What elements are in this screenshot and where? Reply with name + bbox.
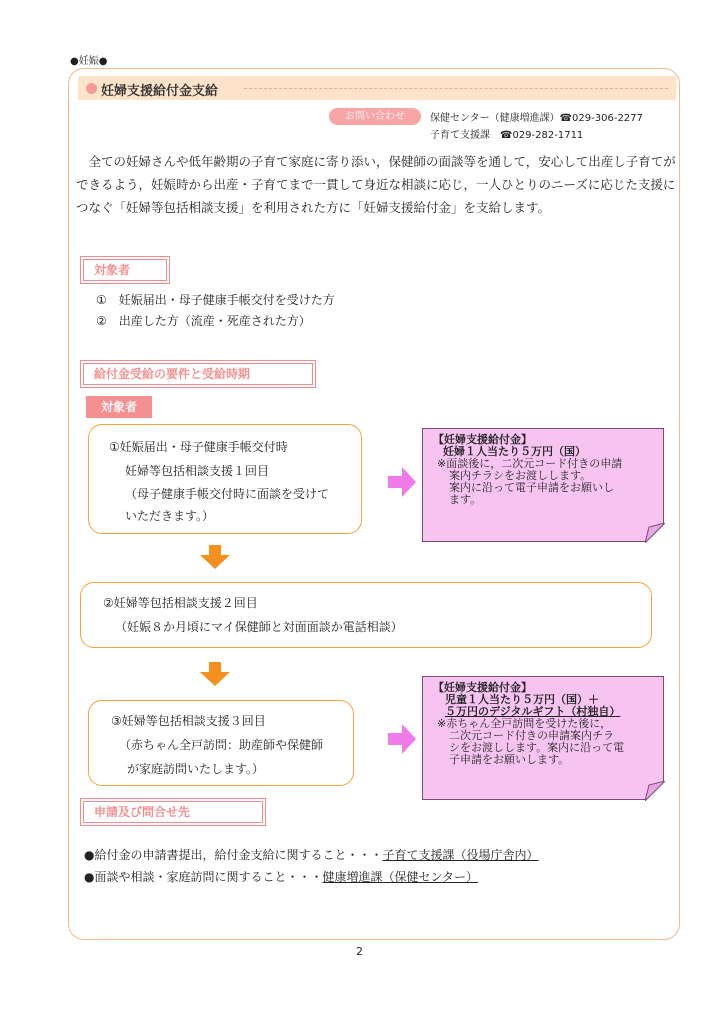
note-2-line-1: ※赤ちゃん全戸訪問を受けた後に， xyxy=(437,717,612,730)
step-2-line-1: ②妊婦等包括相談支援２回目 xyxy=(103,596,258,610)
arrow-right-icon xyxy=(388,724,416,754)
step-1-line-1: ①妊娠届出・母子健康手帳交付時 xyxy=(109,440,288,454)
note-1-line-1: ※面談後に，二次元コード付きの申請 xyxy=(437,457,623,470)
contact-badge: お問い合わせ xyxy=(329,108,421,125)
apply-item-1-text: ●給付金の申請書提出，給付金支給に関すること・・・ xyxy=(84,848,383,862)
childcare-office-link[interactable]: 子育て支援課（役場庁舎内） xyxy=(382,848,539,862)
arrow-down-icon xyxy=(200,545,230,569)
apply-item-2 xyxy=(84,868,478,885)
apply-item-1 xyxy=(84,846,539,863)
step-3-line-2: （赤ちゃん全戸訪問：助産師や保健師 xyxy=(119,738,324,752)
target-item-1: ① 妊娠届出・母子健康手帳交付を受けた方 xyxy=(96,293,335,307)
section-target-tag xyxy=(80,256,170,284)
note-2-line-3: シをお渡しします。案内に沿って電 xyxy=(449,741,625,754)
step-3-box xyxy=(88,700,354,786)
page-curl-icon xyxy=(645,523,665,543)
step-1-line-4: いただきます。） xyxy=(125,509,215,523)
title-divider xyxy=(244,88,668,89)
health-center-link[interactable]: 健康増進課（保健センター） xyxy=(322,870,479,884)
step-1-line-3: （母子健康手帳交付時に面談を受けて xyxy=(125,487,330,501)
note-2-amount-1: 児童１人当たり５万円（国）＋ xyxy=(445,693,599,706)
section-requirements-label: 給付金受給の要件と受給時期 xyxy=(83,363,313,385)
note-2-line-2: 二次元コード付きの申請案内チラ xyxy=(449,729,614,742)
page-curl-icon xyxy=(645,781,665,801)
note-1-box xyxy=(422,428,664,542)
step-2-box xyxy=(80,582,652,648)
step-1-line-2: 妊婦等包括相談支援１回目 xyxy=(125,464,270,478)
section-apply-tag xyxy=(80,798,266,826)
step-1-box xyxy=(88,424,362,534)
note-2-amount-2: ５万円のデジタルギフト（村独自） xyxy=(445,705,621,718)
title-bullet-icon xyxy=(86,83,97,94)
apply-item-2-text: ●面談や相談・家庭訪問に関すること・・・ xyxy=(84,870,323,884)
step-3-line-3: が家庭訪問いたします。） xyxy=(127,762,265,776)
intro-paragraph: 全ての妊婦さんや低年齢期の子育て家庭に寄り添い，保健師の面談等を通して，安心して出産し子育てができるよう，妊娠時から出産・子育てまで一貫して身近な相談に応じ，一人ひとりのニーズに応じた支援につなぐ「妊婦等包括相談支援」を利用された方に「妊婦支援給付金」を支給します。 xyxy=(76,154,676,215)
note-1-line-3: 案内に沿って電子申請をお願いし xyxy=(449,481,614,494)
section-requirements-tag xyxy=(80,360,316,388)
note-1-line-2: 案内チラシをお渡しします。 xyxy=(449,469,592,482)
page-number: 2 xyxy=(356,945,363,958)
contact-health-center: 保健センター（健康増進課）☎029-306-2277 xyxy=(430,113,643,124)
target-item-2: ② 出産した方（流産・死産された方） xyxy=(96,314,311,328)
note-2-box xyxy=(422,676,664,800)
step-2-line-2: （妊娠８か月頃にマイ保健師と対面面談か電話相談） xyxy=(115,620,403,634)
arrow-down-icon xyxy=(200,662,230,686)
contact-childcare: 子育て支援課 ☎029-282-1711 xyxy=(430,130,584,141)
note-2-line-4: 子申請をお願いします。 xyxy=(449,753,570,766)
arrow-right-icon xyxy=(388,467,416,497)
note-1-line-4: ます。 xyxy=(449,493,482,506)
page-title: 妊婦支援給付金支給 xyxy=(101,84,219,99)
step-3-line-1: ③妊婦等包括相談支援３回目 xyxy=(111,714,266,728)
target-badge: 対象者 xyxy=(86,396,152,418)
header-label: ●妊娠● xyxy=(70,56,108,67)
note-2-heading: 【妊婦支援給付金】 xyxy=(433,681,532,694)
note-1-heading: 【妊婦支援給付金】 xyxy=(433,433,532,446)
section-apply-label: 申請及び問合せ先 xyxy=(83,801,263,823)
section-target-label: 対象者 xyxy=(83,259,167,281)
note-1-amount: 妊婦１人当たり５万円（国） xyxy=(443,445,586,458)
